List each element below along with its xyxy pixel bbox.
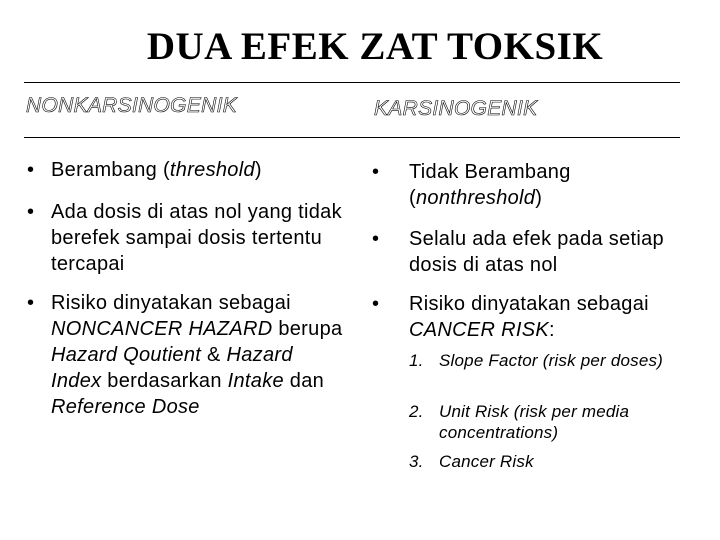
header-top-divider <box>24 82 680 83</box>
left-item-threshold: Berambang (threshold) <box>51 159 262 181</box>
right-item-cancer-risk: Risiko dinyatakan sebagai CANCER RISK: <box>409 293 649 341</box>
bullet-marker: • <box>372 293 380 315</box>
left-column-header: NONKARSINOGENIK <box>26 94 238 117</box>
right-item-effect: Selalu ada efek pada setiap dosis di atas nol <box>409 228 664 276</box>
left-item-risk: Risiko dinyatakan sebagai NONCANCER HAZARD berupa Hazard Qoutient & Hazard Index berdasarkan Intake dan Reference Dose <box>51 292 343 418</box>
header-bottom-divider <box>24 137 680 138</box>
page-title: DUA EFEK ZAT TOKSIK <box>146 25 604 68</box>
right-column-header: KARSINOGENIK <box>374 97 538 120</box>
bullet-marker: • <box>27 292 35 314</box>
sub-item-cancer-risk: 3. Cancer Risk <box>409 452 534 471</box>
bullet-marker: • <box>372 161 380 183</box>
sub-item-unit-risk: 2. Unit Risk (risk per media concentrations) <box>409 402 630 442</box>
bullet-marker: • <box>372 228 380 250</box>
bullet-marker: • <box>27 159 35 181</box>
left-item-dose: Ada dosis di atas nol yang tidak berefek sampai dosis tertentu tercapai <box>51 201 342 275</box>
sub-item-slope-factor: 1. Slope Factor (risk per doses) <box>409 351 664 370</box>
right-item-nonthreshold: Tidak Berambang (nonthreshold) <box>409 161 571 209</box>
bullet-marker: • <box>27 201 35 223</box>
